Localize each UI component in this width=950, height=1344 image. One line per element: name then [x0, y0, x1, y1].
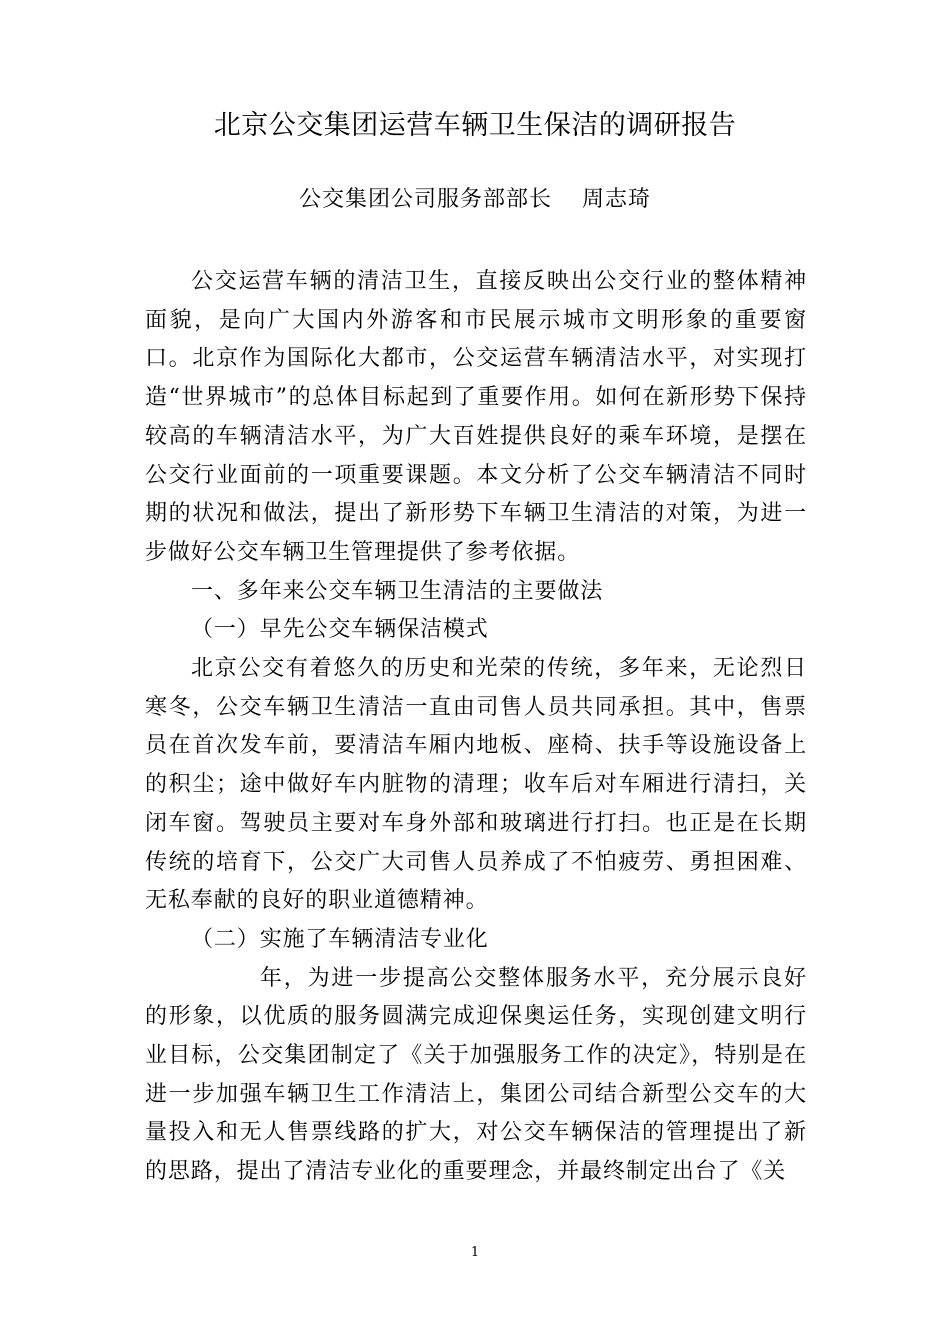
- document-body: [145, 263, 807, 1192]
- subsection-2-paragraph: [145, 960, 807, 1192]
- author-role: 公交集团公司服务部部长: [298, 187, 552, 212]
- page-number: 1: [470, 1245, 480, 1260]
- author-name: 周志琦: [582, 187, 652, 212]
- intro-paragraph: 公交运营车辆的清洁卫生，直接反映出公交行业的整体精神面貌，是向广大国内外游客和市民展示城市文明形象的重要窗口。北京作为国际化大都市，公交运营车辆清洁水平，对实现打造“世界城市”的总体目标起到了重要作用。如何在新形势下保持较高的车辆清洁水平，为广大百姓提供良好的乘车环境，是摆在公交行业面前的一项重要课题。本文分析了公交车辆清洁不同时期的状况和做法，提出了新形势下车辆卫生清洁的对策，为进一步做好公交车辆卫生管理提供了参考依据。: [145, 269, 807, 565]
- document-title: 北京公交集团运营车辆卫生保洁的调研报告: [213, 110, 737, 141]
- subsection-1-paragraph: 北京公交有着悠久的历史和光荣的传统，多年来，无论烈日寒冬，公交车辆卫生清洁一直由司售人员共同承担。其中，售票员在首次发车前，要清洁车厢内地板、座椅、扶手等设施设备上的积尘；途中做好车内脏物的清理；收车后对车厢进行清扫，关闭车窗。驾驶员主要对车身外部和玻璃进行打扫。也正是在长期传统的培育下，公交广大司售人员养成了不怕疲劳、勇担困难、无私奉献的良好的职业道德精神。: [145, 656, 807, 914]
- section-heading-1: 一、多年来公交车辆卫生清洁的主要做法: [191, 578, 604, 604]
- author-line: [0, 182, 950, 218]
- subsection-heading-1: （一）早先公交车辆保洁模式: [191, 617, 489, 643]
- subsection-2-text: 年，为进一步提高公交整体服务水平，充分展示良好的形象，以优质的服务圆满完成迎保奥运任务，实现创建文明行业目标，公交集团制定了《关于加强服务工作的决定》，特别是在进一步加强车辆卫生工作清洁上，集团公司结合新型公交车的大量投入和无人售票线路的扩大，对公交车辆保洁的管理提出了新的思路，提出了清洁专业化的重要理念，并最终制定出台了《关: [145, 965, 807, 1185]
- subsection-heading-2: （二）实施了车辆清洁专业化: [191, 926, 489, 952]
